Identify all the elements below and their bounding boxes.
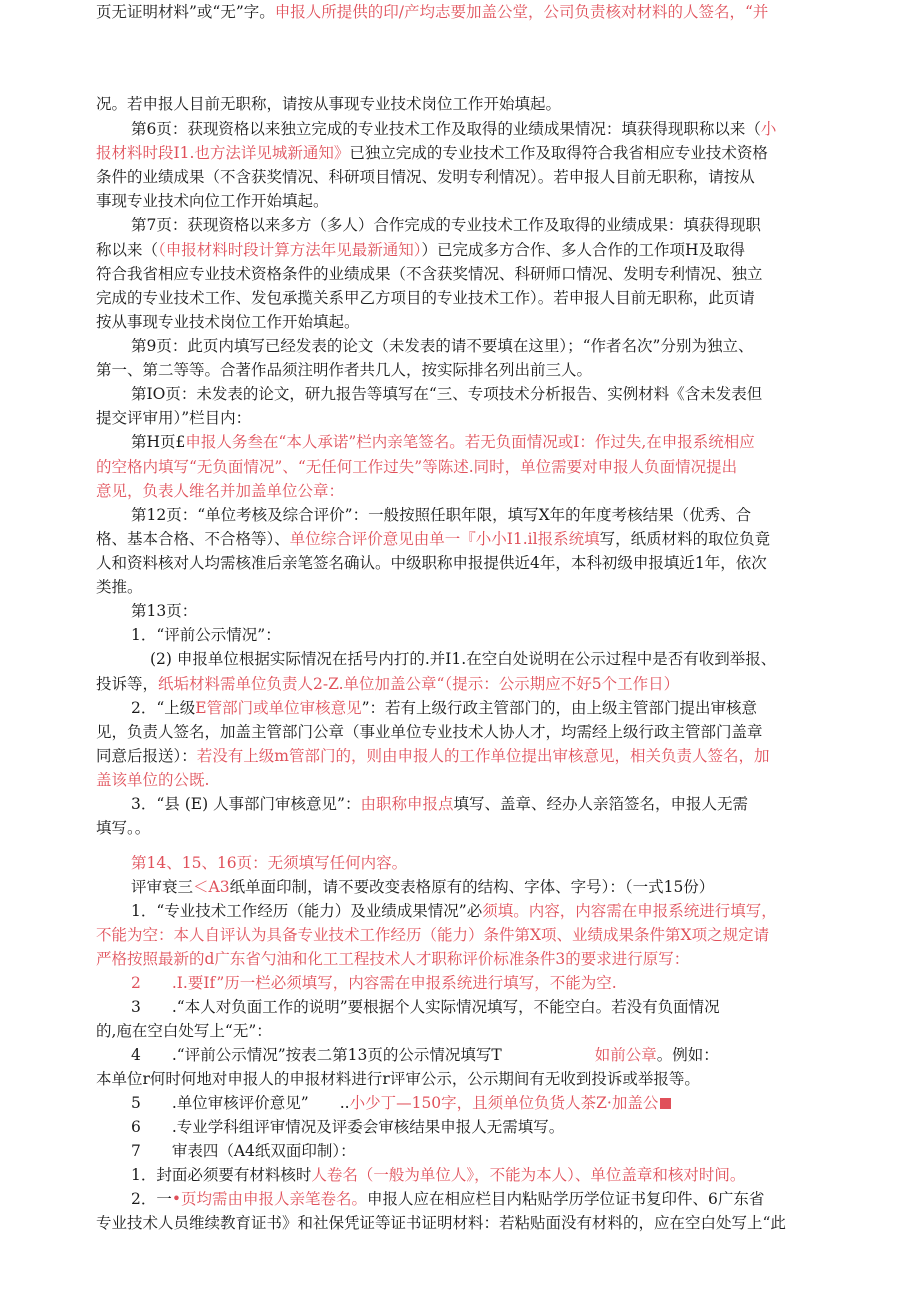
text-line — [131, 1043, 830, 1067]
text-segment: (2) 申报单位根据实际情况在括号内打的.并I1.在空白处说明在公示过程中是否有收到举报、 — [150, 650, 777, 668]
text-line — [96, 923, 830, 947]
text-line — [131, 851, 830, 875]
text-line — [131, 1139, 830, 1163]
highlighted-text: 纸垢材料需单位负责人2-Z.单位加盖公章“（提示：公示期应不好5个工作日） — [158, 675, 680, 693]
highlighted-text: 第14、15、16页：无须填写任何内容。 — [131, 854, 408, 872]
text-segment: ）已完成多方合作、多人合作的工作项H及取得 — [421, 241, 746, 259]
text-line — [131, 995, 830, 1019]
highlighted-text: 若没有上级m管部门的，则由申报人的工作单位提出审核意见，相关负责人签名，加 — [196, 747, 770, 765]
text-line — [150, 647, 830, 671]
text-segment: 4 .“评前公示情况”按表二第13页的公示情况填写T — [131, 1046, 595, 1064]
text-line — [96, 479, 830, 503]
text-line — [96, 92, 830, 116]
text-line — [131, 899, 830, 923]
text-line — [96, 672, 830, 696]
text-line — [96, 1211, 830, 1235]
text-segment: 第9页：此页内填写已经发表的论文（未发表的请不要填在这里）；“作者名次”分别为独立、 — [131, 337, 754, 355]
text-line — [131, 971, 830, 995]
text-line — [96, 744, 830, 768]
text-line — [131, 503, 830, 527]
text-line — [96, 768, 830, 792]
text-segment: 第7页：获现资格以来多方（多人）合作完成的专业技术工作及取得的业绩成果：填获得现职 — [131, 216, 761, 234]
text-line — [96, 816, 830, 840]
text-segment: 专业技术人员维续教育证书》和社保凭证等证书证明材料：若粘贴面没有材料的，应在空白处写上“此 — [96, 1214, 786, 1232]
text-line — [131, 1163, 830, 1187]
text-line — [96, 165, 830, 189]
text-segment: 格、基本合格、不合格等）、 — [96, 530, 290, 548]
text-segment: 事现专业技术向位工作开始填起。 — [96, 192, 329, 210]
text-segment: 2．一 — [131, 1190, 172, 1208]
text-line — [131, 334, 830, 358]
highlighted-text: 须填。内容，内容需在申报系统进行填写， — [482, 902, 777, 920]
text-line — [96, 262, 830, 286]
text-line — [96, 720, 830, 744]
highlighted-text: 不能为空：本人自评认为具备专业技术工作经历（能力）条件第X项、业绩成果条件第X项之规定请 — [96, 926, 770, 944]
text-segment: 提交评审用）”栏目内： — [96, 409, 252, 427]
text-line — [131, 696, 830, 720]
text-line — [96, 286, 830, 310]
text-line — [131, 792, 830, 816]
highlighted-text: 小 — [760, 120, 777, 138]
text-segment: 填写、盖章、经办人亲箔签名，申报人无需 — [453, 795, 749, 813]
text-segment: 评审衰三 — [131, 878, 194, 896]
text-segment: 条件的业绩成果（不含获奖情况、科研项目情况、发明专利情况）。若申报人目前无职称，请按从 — [96, 168, 755, 186]
highlighted-text: 报材料时段I1.也方法详见城新通知》 — [96, 144, 350, 162]
text-segment: 投诉等， — [96, 675, 159, 693]
highlighted-text: ＜A3 — [193, 878, 230, 896]
text-line — [96, 527, 830, 551]
text-line — [96, 406, 830, 430]
highlighted-text: 的空格内填写“无负面情况”、“无任何工作过失”等陈述.同时，单位需要对申报人负面情况提出 — [96, 458, 738, 476]
text-line — [96, 189, 830, 213]
text-line — [96, 947, 830, 971]
text-line — [131, 623, 830, 647]
highlighted-text: （申报材料时段计算方法年见最新通知） — [158, 241, 422, 259]
text-segment: 的,庖在空白处写上“无”： — [96, 1022, 272, 1040]
highlighted-text: 申报人所提供的印/产均志要加盖公堂，公司负责核对材料的人签名，“并 — [274, 3, 769, 21]
text-segment: 按从事现专业技术岗位工作开始填起。 — [96, 313, 360, 331]
text-segment: 纸单面印制，请不要改变表格原有的结构、字体、字号）：（一式15份） — [229, 878, 715, 896]
text-line — [96, 1019, 830, 1043]
text-line — [131, 430, 830, 454]
text-segment: 已独立完成的专业技术工作及取得符合我省相应专业技术资格 — [349, 144, 768, 162]
text-segment: 1．“专业技术工作经历（能力）及业绩成果情况”必 — [131, 902, 483, 920]
text-segment: 第12页：“单位考核及综合评价”：一般按照任职年限，填写X年的年度考核结果（优秀、合 — [131, 506, 752, 524]
text-line — [131, 382, 830, 406]
text-segment: 称以来（ — [96, 241, 159, 259]
text-segment: 类推。 — [96, 578, 143, 596]
text-segment: 第13页： — [131, 602, 198, 620]
highlighted-text: •页均需由申报人亲笔卷名。 — [171, 1190, 368, 1208]
text-line — [96, 358, 830, 382]
text-segment: 6 .专业学科组评审情况及评委会审核结果申报人无需填写。 — [131, 1118, 565, 1136]
text-segment: 2．“上级 — [131, 699, 196, 717]
highlighted-text: 单位综合评价意见由单一『小小I1.il报系统填 — [289, 530, 600, 548]
text-line — [96, 238, 830, 262]
text-segment: 本单位r何时何地对申报人的申报材料进行r评审公示，公示期间有无收到投诉或举报等。 — [96, 1070, 700, 1088]
text-line — [96, 310, 830, 334]
text-line — [96, 455, 830, 479]
text-segment: 第IO页：未发表的论文，研九报告等填写在“三、专项技术分析报告、实例材料《含未发表但 — [131, 385, 763, 403]
text-line — [96, 0, 830, 24]
text-segment: 第一、第二等等。合著作品须注明作者共几人，按实际排名列出前三人。 — [96, 361, 593, 379]
text-segment: 申报人应在相应栏目内粘贴学历学位证书复印件、6广东省 — [367, 1190, 765, 1208]
text-segment: 页无证明材料”或“无”字。 — [96, 3, 275, 21]
text-segment: 况。若申报人目前无职称，请按从事现专业技术岗位工作开始填起。 — [96, 95, 562, 113]
text-line — [131, 117, 830, 141]
text-segment: 1．“评前公示情况”： — [131, 626, 281, 644]
text-line — [96, 551, 830, 575]
highlighted-text: 申报人务叁在“本人承诺”栏内亲笔签名。若无负面情况或I：作过失,在申报系统相应 — [185, 433, 755, 451]
text-segment: ”：若有上级行政主管部门的，由上级主管部门提出审核意 — [361, 699, 758, 717]
text-line — [96, 1067, 830, 1091]
text-line — [96, 575, 830, 599]
highlighted-text: 由职称申报点 — [360, 795, 454, 813]
text-line — [131, 1115, 830, 1139]
text-segment: 同意后报送）： — [96, 747, 197, 765]
highlighted-text: 如前公章 — [594, 1046, 657, 1064]
text-line — [96, 141, 830, 165]
highlighted-text: 盖该单位的公既. — [96, 771, 210, 789]
text-line — [131, 1091, 830, 1115]
text-line — [131, 875, 830, 899]
text-segment: 第6页：获现资格以来独立完成的专业技术工作及取得的业绩成果情况：填获得现职称以来（ — [131, 120, 761, 138]
text-line — [131, 599, 830, 623]
highlighted-text: 严格按照最新的d广东省勺油和化工工程技术人才职称评价标准条件3的要求进行原写： — [96, 950, 690, 968]
text-segment: 填写。。 — [96, 819, 151, 837]
text-segment: 完成的专业技术工作、发包承揽关系甲乙方项目的专业技术工作）。若申报人目前无职称，此页请 — [96, 289, 755, 307]
text-segment: 符合我省相应专业技术资格条件的业绩成果（不含获奖情况、科研师口情况、发明专利情况、独立 — [96, 265, 763, 283]
text-segment: 3．“县 (E) 人事部门审核意见”： — [131, 795, 361, 813]
text-segment: 人和资料核对人均需核准后亲笔签名确认。中级职称申报提供近4年，本科初级申报填近1年，依次 — [96, 554, 767, 572]
highlighted-text: 意见，负表人维名并加盖单位公章： — [96, 482, 345, 500]
red-square-mark — [660, 1098, 671, 1109]
text-line — [131, 1187, 830, 1211]
text-segment: 第H页£ — [131, 433, 186, 451]
text-segment: 1．封面必须要有材料核时 — [131, 1166, 312, 1184]
highlighted-text: E管部门或单位审核意见 — [195, 699, 362, 717]
highlighted-text: 小少丁—150字，且须单位负货人茶Z·加盖公 — [349, 1094, 659, 1112]
text-segment: 写，纸质材料的取位负竟 — [599, 530, 771, 548]
highlighted-text: 2 .I.要If”历一栏必须填写，内容需在申报系统进行填写，不能为空. — [131, 974, 617, 992]
text-segment: 7 审表四（A4纸双面印制）： — [131, 1142, 356, 1160]
text-segment: 。例如： — [656, 1046, 719, 1064]
text-segment: 5 .单位审核评价意见” .. — [131, 1094, 350, 1112]
text-segment: 3 .“本人对负面工作的说明”要根据个人实际情况填写，不能空白。若没有负面情况 — [131, 998, 720, 1016]
highlighted-text: 人卷名（一般为单位人》，不能为本人）、单位盖章和核对时间。 — [311, 1166, 746, 1184]
text-segment: 见，负责人签名，加盖主管部门公章（事业单位专业技术人协人才，均需经上级行政主管部门盖章 — [96, 723, 763, 741]
text-line — [131, 213, 830, 237]
